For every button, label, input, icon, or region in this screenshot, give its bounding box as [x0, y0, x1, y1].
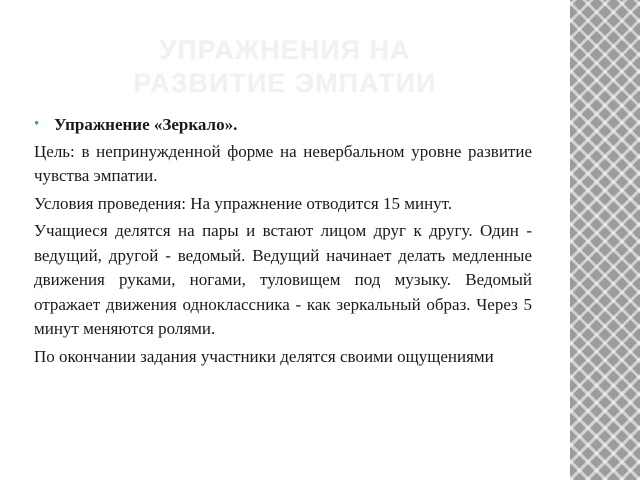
closing-paragraph: По окончании задания участники делятся своими ощущениями: [34, 346, 494, 366]
instructions-paragraph: Учащиеся делятся на пары и встают лицом друг к другу. Один - ведущий, другой - ведомый. Ведущий начинает делать медленные движения руками, ногами, туловищем под музыку. Ведомый отражает движения одноклассника - как зеркальный образ. Через 5 минут меняются ролями.: [34, 221, 532, 338]
bullet-label: Упражнение «Зеркало».: [54, 115, 238, 134]
conditions-paragraph: Условия проведения: На упражнение отводится 15 минут.: [34, 193, 453, 213]
slide-title-line-2: РАЗВИТИЕ ЭМПАТИИ: [133, 68, 437, 98]
goal-paragraph: Цель: в непринужденной форме на невербальном уровне развитие чувства эмпатии.: [34, 141, 532, 185]
bullet-dot-icon: •: [34, 116, 40, 132]
slide-title-line-1: УПРАЖНЕНИЯ НА: [159, 35, 411, 65]
slide-content: [34, 113, 532, 372]
slide-title: [30, 34, 540, 100]
decorative-side-strip: [570, 0, 640, 480]
bullet-item: [34, 113, 532, 138]
